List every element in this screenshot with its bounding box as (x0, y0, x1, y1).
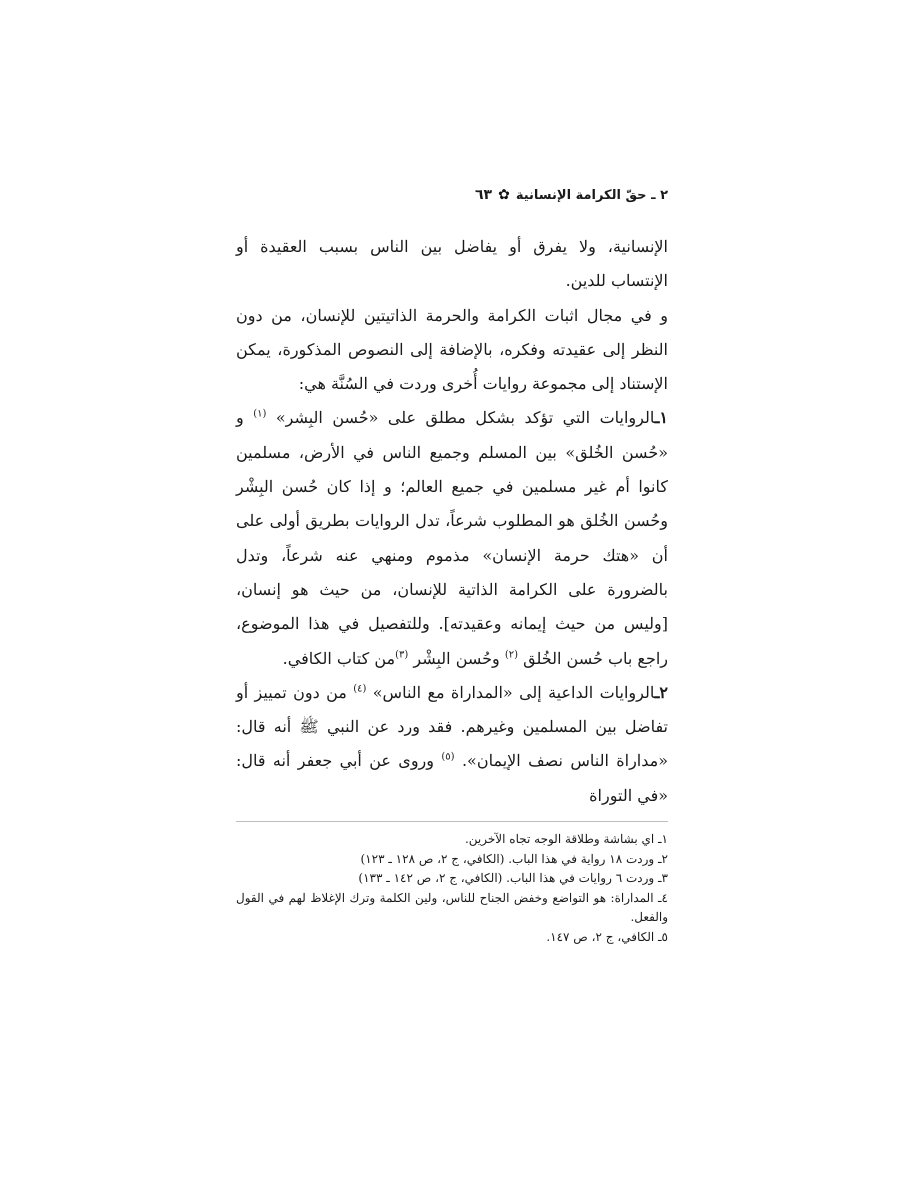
item-text: وحُسن البِشْر (413, 648, 505, 668)
item-text: من كتاب الكافي. (282, 648, 396, 668)
book-page (236, 178, 668, 947)
footnote: ٤ـ المداراة: هو التواضع وخفض الجناح للناس، ولين الكلمة وترك الإغلاظ لهم في القول والفعل. (236, 890, 668, 925)
main-text (236, 230, 668, 813)
paragraph-text: و في مجال اثبات الكرامة والحرمة الذاتيتين للإنسان، من دون النظر إلى عقيدته وفكره، بالإضافة إلى النصوص المذكورة، يمكن الإستناد إلى مجموعة روايات أُخرى وردت في السُنَّة هي: (236, 305, 668, 394)
flower-ornament-icon: ✿ (498, 187, 510, 203)
item-text: و «حُسن الخُلق» بين المسلم وجميع الناس في الأرض، مسلمين كانوا أم غير مسلمين في جميع العالم؛ و إذا كان حُسن البِشْر وحُسن الخُلق هو المطلوب شرعاً، تدل الروايات بطريق أولى على أن «هتك حرمة الإنسان» مذموم ومنهي عنه شرعاً، وتدل بالضرورة على الكرامة الذاتية للإنسان، من حيث هو إنسان، [وليس من حيث إيمانه وعقيدته]. وللتفصيل في هذا الموضوع، راجع باب حُسن الخُلق (236, 408, 668, 668)
paragraph (236, 230, 668, 299)
item-number: ١ـ (654, 408, 669, 428)
footnote-ref[interactable]: (٢) (504, 649, 519, 661)
item-number: ٢ـ (654, 682, 668, 702)
footnote-ref[interactable]: (٤) (353, 683, 367, 695)
footnote: ٥ـ الكافي، ج ٢، ص ١٤٧. (546, 929, 668, 944)
item-text: الروايات التي تؤكد بشكل مطلق على «حُسن البِشر» (275, 408, 655, 428)
footnote-ref[interactable]: (١) (253, 409, 267, 421)
item-text: الروايات الداعية إلى «المداراة مع الناس» (372, 682, 655, 702)
footnote-ref[interactable]: (٣) (395, 649, 409, 661)
running-header (236, 178, 668, 212)
footnotes (236, 830, 668, 947)
page-number: ٦٣ (475, 187, 493, 203)
footnote-divider (236, 821, 668, 822)
item-text: من دون تمييز أو تفاضل بين المسلمين وغيرهم. فقد ورد عن النبي ﷺ أنه قال: «مداراة الناس نصف الإيمان». (236, 682, 669, 771)
paragraph (236, 299, 668, 402)
footnote: ٢ـ وردت ١٨ رواية في هذا الباب. (الكافي، ج ٢، ص ١٢٨ ـ ١٢٣) (360, 851, 668, 866)
running-title: ٢ ـ حقّ الكرامة الإنسانية (515, 187, 668, 203)
footnote: ٣ـ وردت ٦ روايات في هذا الباب. (الكافي، ج ٢، ص ١٤٢ ـ ١٣٣) (358, 871, 668, 886)
list-item (236, 401, 668, 675)
footnote-ref[interactable]: (٥) (441, 752, 455, 764)
paragraph-text: الإنسانية، ولا يفرق أو يفاضل بين الناس بسبب العقيدة أو الإنتساب للدين. (236, 237, 668, 291)
footnote: ١ـ اي بشاشة وطلاقة الوجه تجاه الآخرين. (464, 832, 668, 847)
list-item (236, 676, 668, 813)
item-text: وروى عن أبي جعفر أنه قال: «في التوراة (236, 751, 668, 805)
